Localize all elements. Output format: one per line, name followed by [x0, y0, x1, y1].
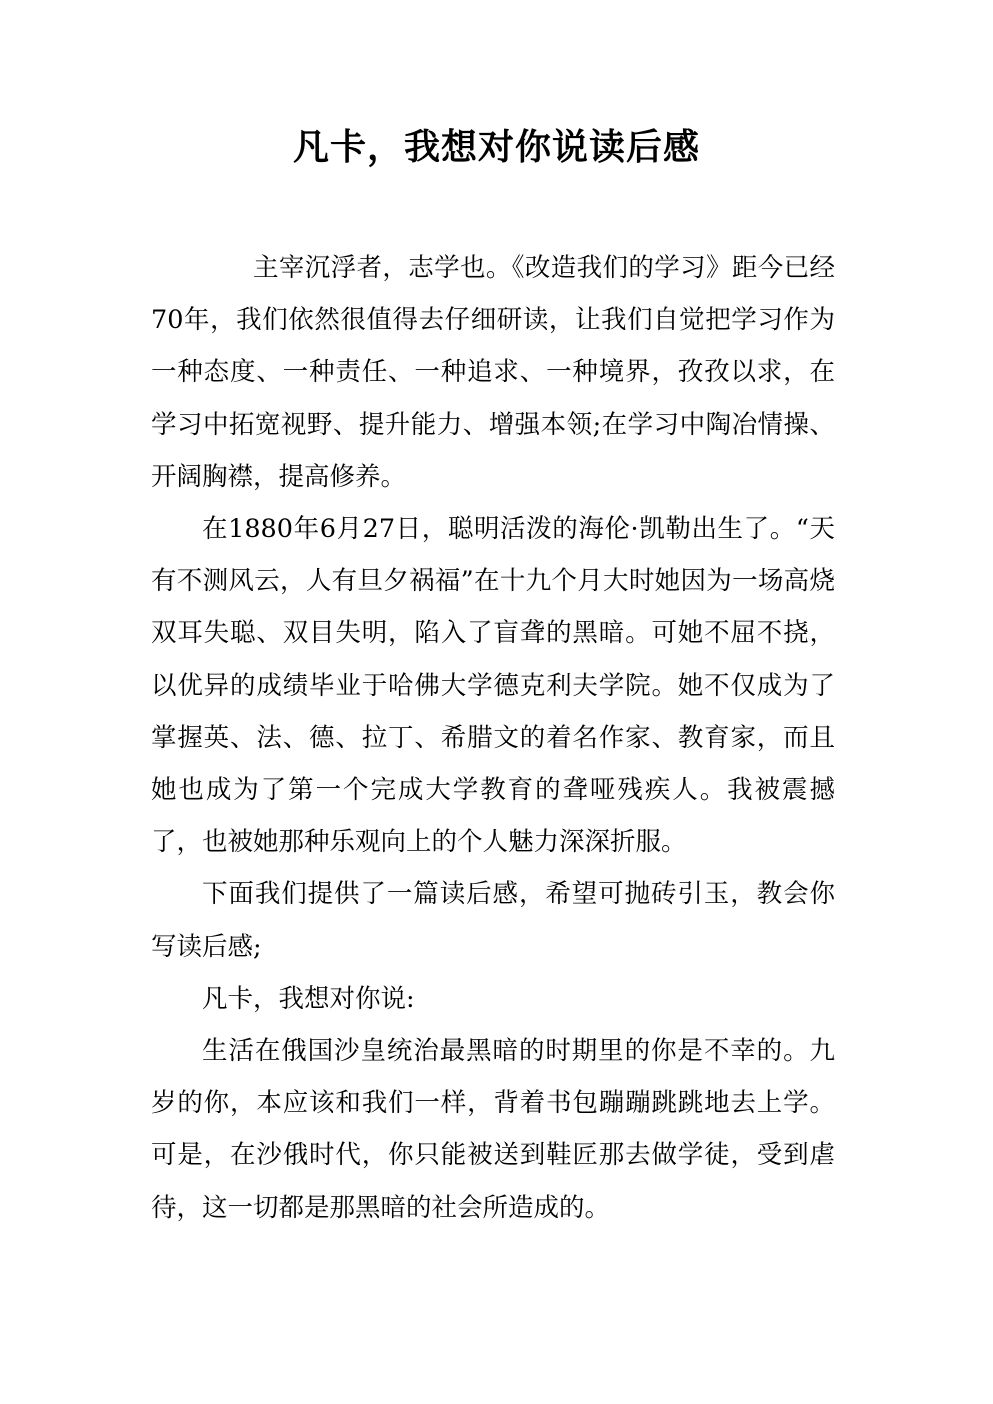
paragraph: 在1880年6月27日，聪明活泼的海伦·凯勒出生了。“天有不测风云，人有旦夕祸福”在十九个月大时她因为一场高烧双耳失聪、双目失明，陷入了盲聋的黑暗。可她不屈不挠，以优异的成绩毕业于哈佛大学德克利夫学院。她不仅成为了掌握英、法、德、拉丁、希腊文的着名作家、教育家，而且她也成为了第一个完成大学教育的聋哑残疾人。我被震撼了，也被她那种乐观向上的个人魅力深深折服。	[151, 514, 835, 858]
paragraph: 凡卡，我想对你说:	[202, 983, 415, 1014]
paragraph: 下面我们提供了一篇读后感，希望可抛砖引玉，教会你写读后感;	[151, 879, 835, 962]
document-body	[151, 242, 835, 1234]
paragraph: 生活在俄国沙皇统治最黑暗的时期里的你是不幸的。九岁的你，本应该和我们一样，背着书包蹦蹦跳跳地去上学。可是，在沙俄时代，你只能被送到鞋匠那去做学徒，受到虐待，这一切都是那黑暗的社会所造成的。	[151, 1036, 835, 1223]
document-title: 凡卡，我想对你说读后感	[292, 127, 700, 168]
paragraph: 主宰沉浮者，志学也。《改造我们的学习》距今已经70年，我们依然很值得去仔细研读，让我们自觉把学习作为一种态度、一种责任、一种追求、一种境界，孜孜以求，在学习中拓宽视野、提升能力、增强本领;在学习中陶冶情操、开阔胸襟，提高修养。	[151, 253, 835, 492]
